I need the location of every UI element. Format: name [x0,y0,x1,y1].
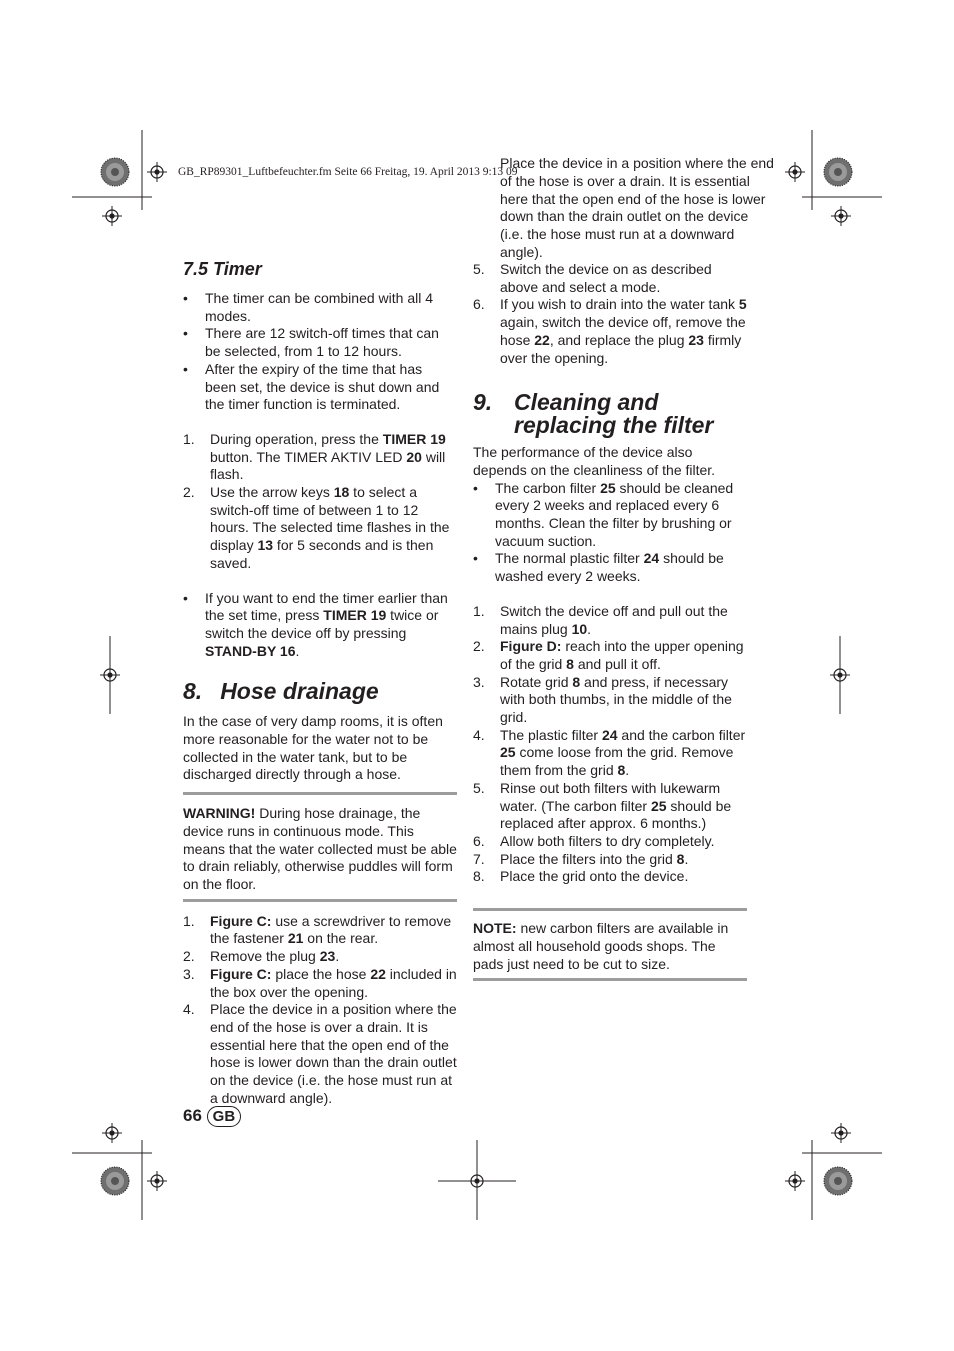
left-column [183,258,457,1107]
warning-box: WARNING! During hose drainage, the device runs in continuous mode. This means that the water collected must be able to drain reliably, otherwise puddles will form on the floor. [183,805,457,892]
filter-intro: The performance of the device also depends on the cleanliness of the filter. [473,444,716,478]
divider [183,792,457,795]
timer-heading: 7.5 Timer [183,259,262,279]
list-item: 2. Remove the plug 23. [183,948,340,965]
list-item: 3. Rotate grid 8 and press, if necessary with both thumbs, in the middle of the grid. [473,673,732,726]
list-item: 2. Figure D: reach into the upper opening of the grid 8 and pull it off. [473,638,744,672]
list-item: 3. Figure C: place the hose 22 included in the box over the opening. [183,965,457,1000]
divider [183,899,457,902]
list-item: • The carbon filter 25 should be cleaned every 2 weeks and replaced every 6 months. Clean the filter by brushing or vacuum suction. [473,479,734,549]
list-item: 7. Place the filters into the grid 8. [473,850,689,867]
list-item: • After the expiry of the time that has been set, the device is shut down and the timer function is terminated. [183,360,440,413]
divider [473,908,747,911]
list-item: • The timer can be combined with all 4 modes. [183,290,433,324]
list-item: • There are 12 switch-off times that can be selected, from 1 to 12 hours. [183,325,439,360]
file-header: GB_RP89301_Luftbefeuchter.fm Seite 66 Freitag, 19. April 2013 9:13 09 [178,166,518,178]
list-item: 4. Place the device in a position where the end of the hose is over a drain. It is essential here that the open end of the hose is lower down than the drain outlet on the device (i.e. the hose must run at a downward angle). [183,1001,457,1106]
list-item: 4. The plastic filter 24 and the carbon filter 25 come loose from the grid. Remove them from the grid 8. [473,726,746,779]
list-item: • The normal plastic filter 24 should be washed every 2 weeks. [473,550,724,585]
list-item: 6. If you wish to drain into the water tank 5 again, switch the device off, remove the hose 22, and replace the plug 23 firmly over the opening. [473,296,747,366]
divider [473,978,747,981]
list-item: 1. During operation, press the TIMER 19 button. The TIMER AKTIV LED 20 will flash. [183,430,446,483]
list-item: 6. Allow both filters to dry completely. [473,832,715,849]
filter-heading: 9. Cleaning and replacing the filter [473,389,714,439]
list-item-continued: Place the device in a position where the end of the hose is over a drain. It is essential here that the open end of the hose is lower down than the drain outlet on the device (i.e. the hose must run at a downward angle). [500,155,774,260]
list-item: 5. Switch the device on as described above and select a mode. [473,261,712,295]
language-badge: GB [207,1106,242,1127]
list-item: 8. Place the grid onto the device. [473,868,689,885]
list-item: • If you want to end the timer earlier than the set time, press TIMER 19 twice or switch the device off by pressing STAND-BY 16. [183,589,448,659]
list-item: 1. Figure C: use a screwdriver to remove the fastener 21 on the rear. [183,912,452,947]
page-number: 66 [183,1106,202,1125]
list-item: 1. Switch the device off and pull out the mains plug 10. [473,602,728,637]
right-column [473,155,774,1016]
list-item: 5. Rinse out both filters with lukewarm water. (The carbon filter 25 should be replaced after approx. 6 months.) [473,779,732,832]
hose-intro: In the case of very damp rooms, it is often more reasonable for the water not to be collected in the water tank, but to be discharged directly through a hose. [183,713,443,783]
note-box: NOTE: new carbon filters are available in almost all household goods shops. The pads just need to be cut to size. [473,920,729,972]
list-item: 2. Use the arrow keys 18 to select a switch-off time of between 1 to 12 hours. The selected time flashes in the display 13 for 5 seconds and is then saved. [183,484,450,571]
hose-heading: 8. Hose drainage [183,678,379,705]
page-footer [183,1105,241,1127]
